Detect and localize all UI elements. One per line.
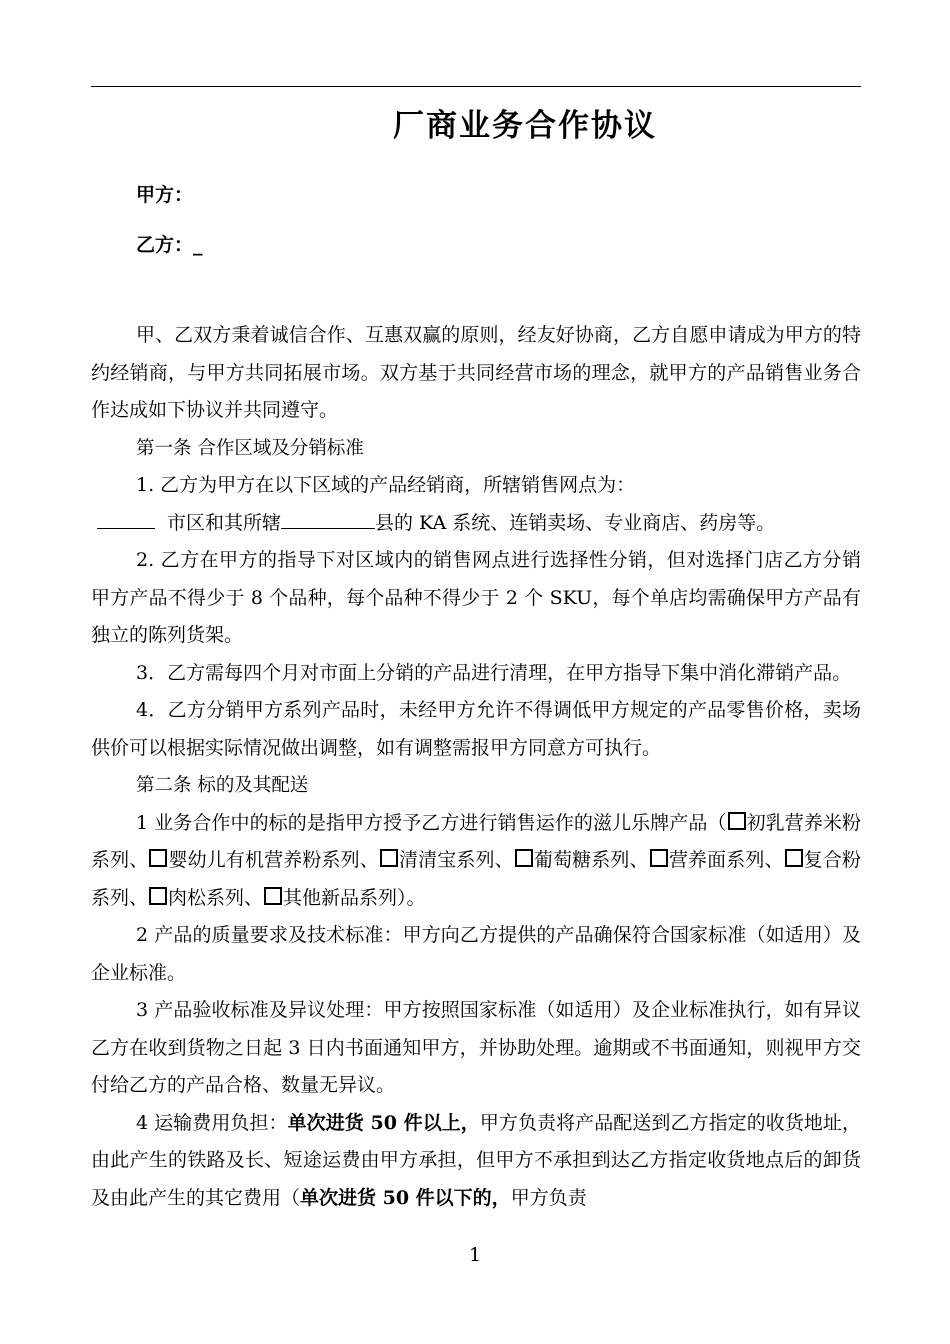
freight-text: 甲方负责将产品配送到乙方指定的收货地址，由此产生的铁路及长、短途运费由甲方承担，但甲方不承担到达乙方指定收货地点后的卸货及由此产生的其它费用（ (91, 1111, 861, 1209)
checkbox-icon[interactable] (515, 849, 533, 867)
region-text-1: 市区和其所辖 (167, 511, 282, 534)
article2-heading: 第二条 标的及其配送 (136, 775, 309, 796)
city-blank[interactable] (97, 506, 155, 529)
county-blank[interactable] (281, 506, 375, 529)
freight-condition-2: 单次进货 50 件以下的， (300, 1186, 511, 1209)
party-b-label: 乙方：_ (136, 234, 203, 256)
article1-item1: 1. 乙方为甲方在以下区域的产品经销商，所辖销售网点为： (136, 474, 636, 496)
product-option: 营养面系列、 (668, 849, 784, 871)
checkbox-icon[interactable] (149, 887, 167, 905)
document-title: 厂商业务合作协议 (393, 108, 657, 144)
checkbox-icon[interactable] (264, 887, 282, 905)
checkbox-icon[interactable] (380, 849, 398, 867)
checkbox-icon[interactable] (785, 849, 803, 867)
article1-item3: 3．乙方需每四个月对市面上分销的产品进行清理，在甲方指导下集中消化滞销产品。 (136, 661, 852, 684)
intro-paragraph: 甲、乙双方秉着诚信合作、互惠双赢的原则，经友好协商，乙方自愿申请成为甲方的特约经销商，与甲方共同拓展市场。双方基于共同经营市场的理念，就甲方的产品销售业务合作达成如下协议并共同遵守。 (91, 324, 861, 421)
checkbox-icon[interactable] (728, 812, 746, 830)
product-option: 葡萄糖系列、 (533, 849, 649, 871)
freight-condition-1: 单次进货 50 件以上， (287, 1111, 480, 1134)
article1-item2: 2. 乙方在甲方的指导下对区域内的销售网点进行选择性分销，但对选择门店乙方分销甲方产品不得少于 8 个品种，每个品种不得少于 2 个 SKU，每个单店均需确保甲方产品有独立的陈列货架。 (91, 549, 861, 646)
product-option: 肉松系列、 (168, 886, 264, 909)
checkbox-icon[interactable] (650, 849, 668, 867)
product-list-prefix: 1 业务合作中的标的是指甲方授予乙方进行销售运作的滋儿乐牌产品（ (136, 811, 727, 834)
document-body (91, 317, 861, 1217)
header-rule (91, 86, 861, 87)
article2-item4 (91, 1105, 861, 1218)
article2-item3: 3 产品验收标准及异议处理：甲方按照国家标准（如适用）及企业标准执行，如有异议乙方在收到货物之日起 3 日内书面通知甲方，并协助处理。逾期或不书面通知，则视甲方交付给乙方的产品合格、数量无异议。 (91, 999, 861, 1096)
article1-heading: 第一条 合作区域及分销标准 (136, 437, 364, 459)
product-option: 复合粉系列、 (91, 849, 861, 909)
article2-item1 (91, 805, 861, 918)
article2-item2: 2 产品的质量要求及技术标准：甲方向乙方提供的产品确保符合国家标准（如适用）及企业标准。 (91, 924, 861, 984)
region-text-2: 县的 KA 系统、连销卖场、专业商店、药房等。 (375, 511, 776, 534)
product-option: 其他新品系列）。 (283, 886, 426, 909)
page-number: 1 (468, 1244, 482, 1266)
article1-item4: 4．乙方分销甲方系列产品时，未经甲方允许不得调低甲方规定的产品零售价格，卖场供价可以根据实际情况做出调整，如有调整需报甲方同意方可执行。 (91, 699, 861, 759)
product-option: 初乳营养米粉系列、 (91, 811, 861, 871)
checkbox-icon[interactable] (149, 849, 167, 867)
party-a-label: 甲方： (136, 184, 194, 206)
freight-label: 4 运输费用负担： (136, 1111, 288, 1134)
article1-item1-region (91, 505, 861, 543)
freight-text-tail: 甲方负责 (510, 1186, 587, 1209)
product-option: 婴幼儿有机营养粉系列、 (168, 849, 379, 871)
product-option: 清清宝系列、 (398, 849, 514, 871)
